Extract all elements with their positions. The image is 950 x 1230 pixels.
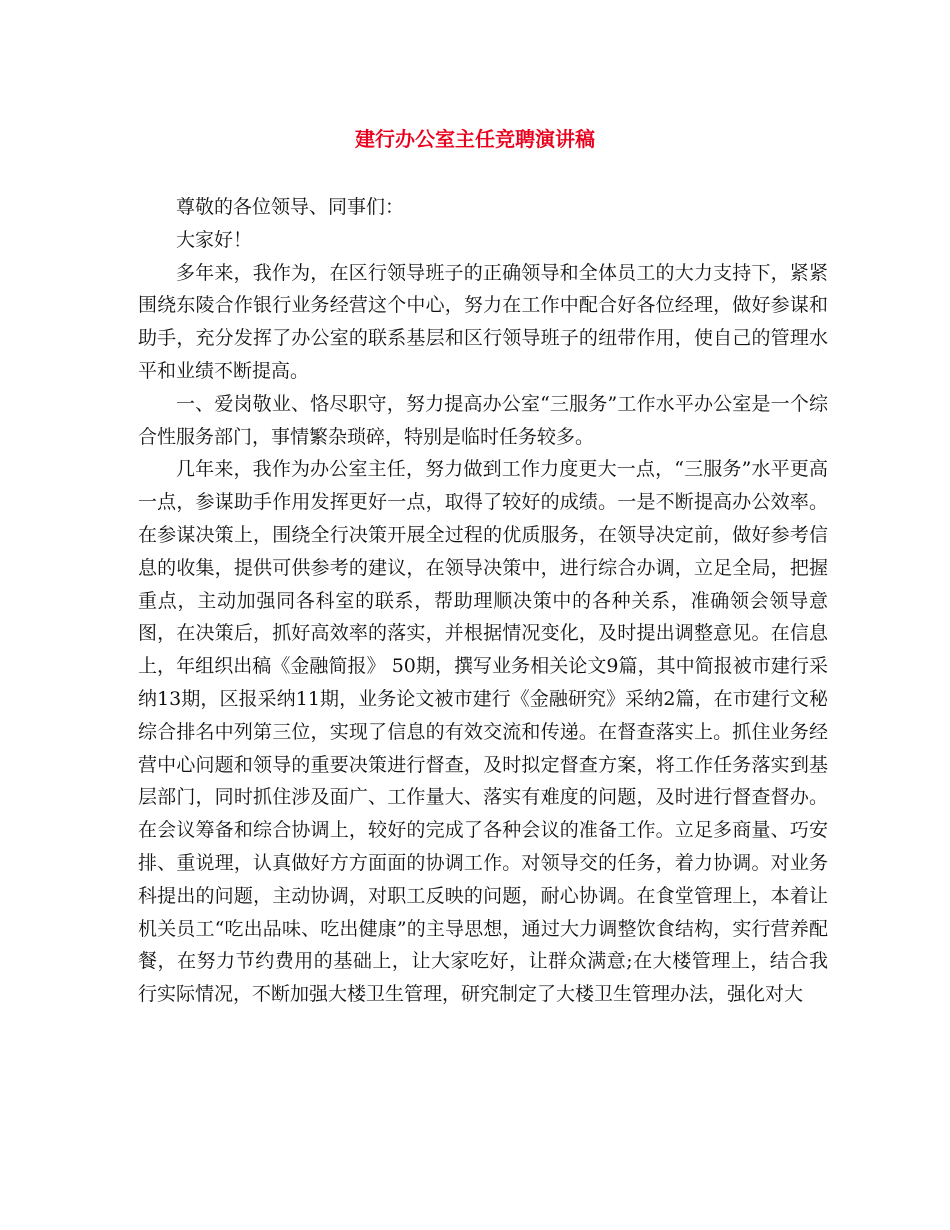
paragraph-greeting: 大家好！ [176,228,253,251]
paragraph-salutation: 尊敬的各位领导、同事们： [176,196,405,218]
document-body [138,191,828,1011]
paragraph-intro: 多年来，我作为，在区行领导班子的正确领导和全体员工的大力支持下，紧紧围绕东陵合作银行业务经营这个中心，努力在工作中配合好各位经理，做好参谋和助手，充分发挥了办公室的联系基层和区行领导班子的纽带作用，使自己的管理水平和业绩不断提高。 [138,261,828,382]
paragraph-achievements: 几年来，我作为办公室主任，努力做到工作力度更大一点，“三服务”水平更高一点，参谋助手作用发挥更好一点，取得了较好的成绩。一是不断提高办公效率。在参谋决策上，围绕全行决策开展全过程的优质服务，在领导决定前，做好参考信息的收集，提供可供参考的建议，在领导决策中，进行综合办调，立足全局，把握重点，主动加强同各科室的联系，帮助理顺决策中的各种关系，准确领会领导意图，在决策后，抓好高效率的落实，并根据情况变化，及时提出调整意见。在信息上，年组织出稿《金融简报》 50期，撰写业务相关论文9篇，其中简报被市建行采纳13期，区报采纳11期，业务论文被市建行《金融研究》采纳2篇，在市建行文秘综合排名中列第三位，实现了信息的有效交流和传递。在督查落实上。抓住业务经营中心问题和领导的重要决策进行督查，及时拟定督查方案，将工作任务落实到基层部门，同时抓住涉及面广、工作量大、落实有难度的问题，及时进行督查督办。在会议筹备和综合协调上，较好的完成了各种会议的准备工作。立足多商量、巧安排、重说理，认真做好方方面面的协调工作。对领导交的任务，着力协调。对业务科提出的问题，主动协调，对职工反映的问题，耐心协调。在食堂管理上，本着让机关员工“吃出品味、吃出健康”的主导思想，通过大力调整饮食结构，实行营养配餐，在努力节约费用的基础上，让大家吃好，让群众满意;在大楼管理上，结合我行实际情况，不断加强大楼卫生管理，研究制定了大楼卫生管理办法，强化对大 [138,458,828,1006]
paragraph-section-one: 一、爱岗敬业、恪尽职守，努力提高办公室“三服务”工作水平办公室是一个综合性服务部门，事情繁杂琐碎，特别是临时任务较多。 [138,392,828,448]
document-title: 建行办公室主任竞聘演讲稿 [355,127,595,151]
